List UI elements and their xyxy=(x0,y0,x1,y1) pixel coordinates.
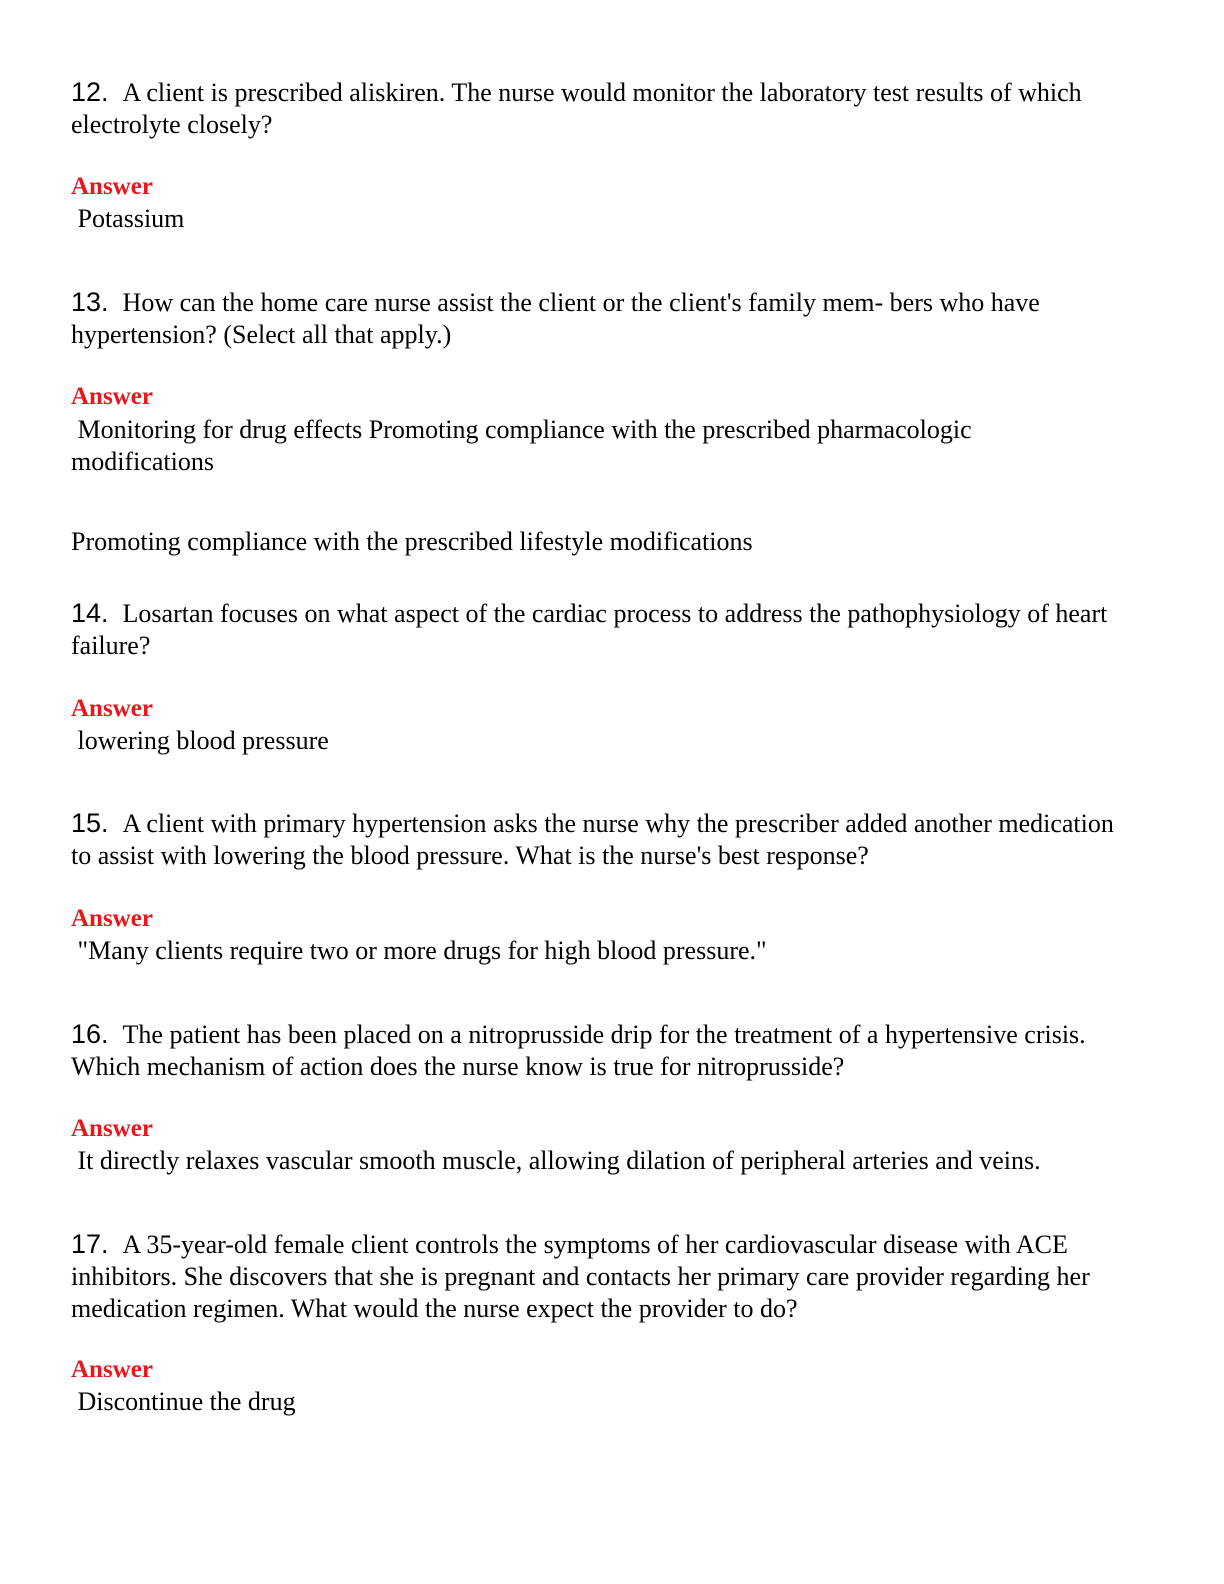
answer-label: Answer xyxy=(71,695,153,722)
answer-text: lowering blood pressure xyxy=(71,726,329,755)
answer-label: Answer xyxy=(71,905,153,932)
answer-text: Monitoring for drug effects Promoting compliance with the prescribed pharmacologic modifications xyxy=(71,415,979,476)
question-17 xyxy=(71,1228,1131,1325)
answer-text-continued: Promoting compliance with the prescribed lifestyle modifications xyxy=(71,527,753,556)
question-number: 13. xyxy=(71,287,109,317)
question-13 xyxy=(71,286,1131,351)
question-number: 15. xyxy=(71,808,109,838)
question-number: 17. xyxy=(71,1229,109,1259)
question-number: 16. xyxy=(71,1019,109,1049)
question-text: Losartan focuses on what aspect of the cardiac process to address the pathophysiology of heart failure? xyxy=(71,599,1108,660)
question-text: How can the home care nurse assist the client or the client's family mem- bers who have hypertension? (Select all that apply.) xyxy=(71,288,1040,349)
answer-text: "Many clients require two or more drugs for high blood pressure." xyxy=(71,936,767,965)
question-text: A client with primary hypertension asks the nurse why the prescriber added another medication to assist with lowering the blood pressure. What is the nurse's best response? xyxy=(71,809,1114,870)
question-number: 14. xyxy=(71,598,109,628)
answer-text: It directly relaxes vascular smooth muscle, allowing dilation of peripheral arteries and veins. xyxy=(71,1146,1041,1175)
question-text: The patient has been placed on a nitroprusside drip for the treatment of a hypertensive crisis. Which mechanism of action does the nurse know is true for nitroprusside? xyxy=(71,1020,1086,1081)
question-14 xyxy=(71,597,1131,662)
answer-text: Potassium xyxy=(71,204,185,233)
answer-label: Answer xyxy=(71,1356,153,1383)
answer-label: Answer xyxy=(71,1115,153,1142)
answer-label: Answer xyxy=(71,173,153,200)
question-text: A client is prescribed aliskiren. The nurse would monitor the laboratory test results of which electrolyte closely? xyxy=(71,78,1082,139)
answer-label: Answer xyxy=(71,383,153,410)
question-15 xyxy=(71,807,1131,872)
question-number: 12. xyxy=(71,77,109,107)
question-12 xyxy=(71,76,1131,141)
question-16 xyxy=(71,1018,1131,1083)
answer-text: Discontinue the drug xyxy=(71,1387,296,1416)
question-text: A 35-year-old female client controls the symptoms of her cardiovascular disease with ACE inhibitors. She discovers that she is pregnant and contacts her primary care provider regarding her medication regimen. What would the nurse expect the provider to do? xyxy=(71,1230,1090,1323)
